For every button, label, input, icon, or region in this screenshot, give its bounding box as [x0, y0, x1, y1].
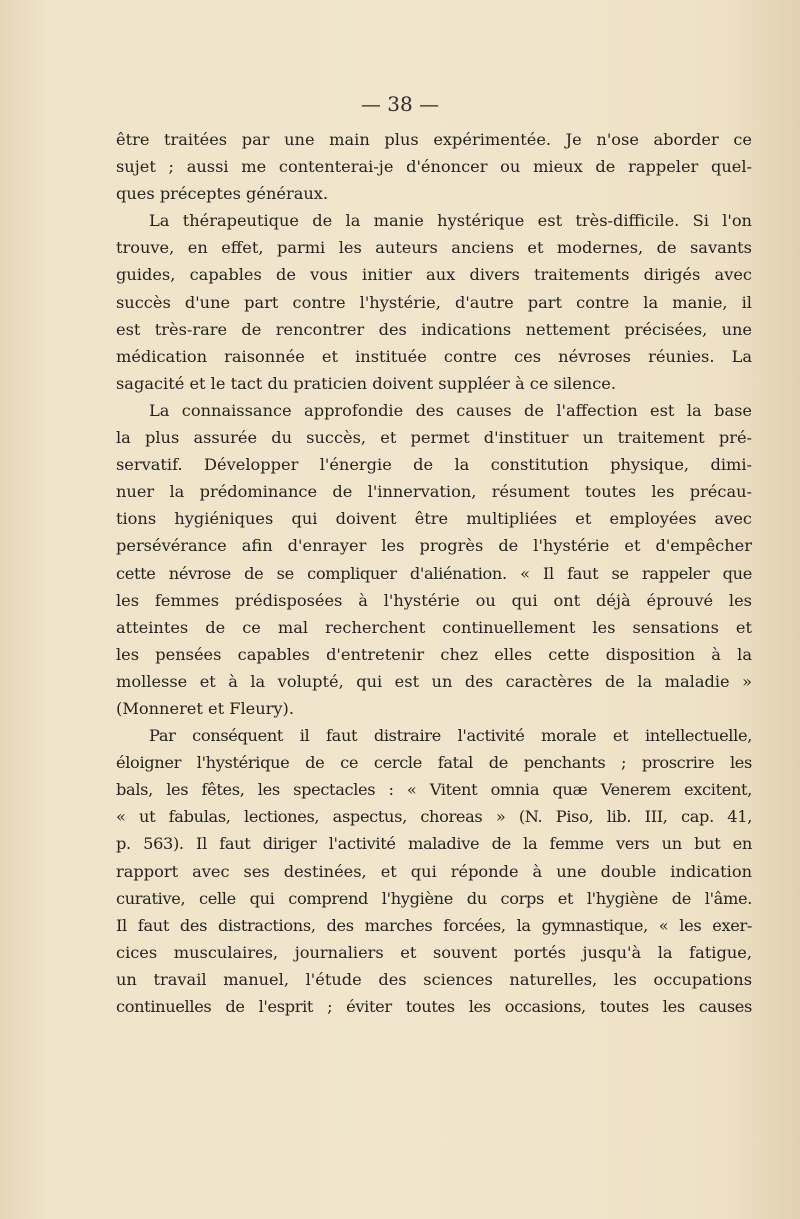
text-line: tions hygiéniques qui doivent être multipliées et employées avec — [116, 509, 752, 529]
text-line: cices musculaires, journaliers et souvent portés jusqu'à la fatigue, — [116, 942, 752, 962]
text-line: guides, capables de vous initier aux divers traitements dirigés avec — [116, 265, 752, 285]
text-line: rapport avec ses destinées, et qui réponde à une double indication — [116, 861, 752, 881]
text-line: (Monneret et Fleury). — [116, 698, 295, 718]
text-line: curative, celle qui comprend l'hygiène du corps et l'hygiène de l'âme. — [116, 888, 752, 908]
text-line: continuelles de l'esprit ; éviter toutes les occasions, toutes les causes — [116, 997, 752, 1016]
text-line: bals, les fêtes, les spectacles : « Vitent omnia quæ Venerem excitent, — [116, 780, 752, 800]
text-line: Il faut des distractions, des marches forcées, la gymnastique, « les exer- — [116, 915, 752, 935]
text-line: La thérapeutique de la manie hystérique est très-difficile. Si l'on — [149, 211, 752, 231]
text-line: les femmes prédisposées à l'hystérie ou qui ont déjà éprouvé les — [116, 590, 752, 610]
text-line: persévérance afin d'enrayer les progrès de l'hystérie et d'empêcher — [116, 536, 752, 556]
text-line: éloigner l'hystérique de ce cercle fatal de penchants ; proscrire les — [116, 753, 752, 773]
text-line: cette névrose de se compliquer d'aliénation. « Il faut se rappeler que — [116, 563, 752, 583]
text-line: servatif. Développer l'énergie de la constitution physique, dimi- — [116, 455, 752, 475]
text-line: La connaissance approfondie des causes de l'affection est la base — [149, 400, 752, 420]
body-text — [116, 126, 752, 1020]
text-line: ques préceptes généraux. — [116, 184, 329, 204]
page-number: — 38 — — [360, 92, 440, 116]
text-line: trouve, en effet, parmi les auteurs anciens et modernes, de savants — [116, 238, 752, 258]
text-line: sujet ; aussi me contenterai-je d'énoncer ou mieux de rappeler quel- — [116, 157, 752, 177]
text-line: médication raisonnée et instituée contre ces névroses réunies. La — [116, 346, 752, 366]
text-line: un travail manuel, l'étude des sciences naturelles, les occupations — [116, 969, 752, 989]
text-line: les pensées capables d'entretenir chez elles cette disposition à la — [116, 644, 752, 664]
text-line: est très-rare de rencontrer des indications nettement précisées, une — [116, 319, 752, 339]
text-line: sagacité et le tact du praticien doivent suppléer à ce silence. — [116, 373, 617, 393]
text-line: être traitées par une main plus expérimentée. Je n'ose aborder ce — [116, 130, 752, 149]
text-line: « ut fabulas, lectiones, aspectus, choreas » (N. Piso, lib. III, cap. 41, — [116, 807, 752, 827]
text-line: nuer la prédominance de l'innervation, résument toutes les précau- — [116, 482, 752, 502]
text-line: Par conséquent il faut distraire l'activité morale et intellectuelle, — [149, 726, 752, 746]
text-line: la plus assurée du succès, et permet d'instituer un traitement pré- — [116, 428, 752, 448]
text-line: p. 563). Il faut diriger l'activité maladive de la femme vers un but en — [116, 834, 752, 854]
text-line: mollesse et à la volupté, qui est un des caractères de la maladie » — [116, 671, 752, 691]
text-line: atteintes de ce mal recherchent continuellement les sensations et — [116, 617, 752, 637]
text-line: succès d'une part contre l'hystérie, d'autre part contre la manie, il — [116, 292, 752, 312]
